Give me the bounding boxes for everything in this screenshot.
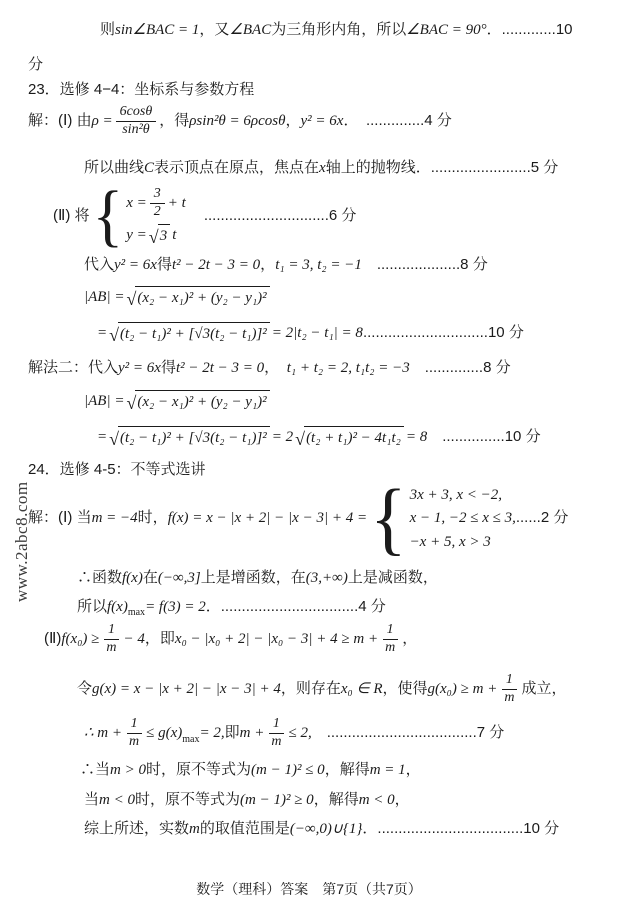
content-line [28, 80, 254, 100]
math-run: t [172, 226, 177, 243]
fraction-denominator: m [106, 639, 117, 655]
text-run: 时，原不等式为 [134, 791, 240, 808]
math-run: = 2 [271, 429, 294, 445]
text-run: (Ⅱ) [44, 630, 62, 648]
fraction-numerator: 1 [269, 716, 284, 734]
text-run: 表示顶点在原点，焦点在 [154, 159, 320, 176]
math-run: (m − 1)² ≥ 0 [240, 792, 314, 808]
content-line [53, 176, 357, 254]
math-run: x − 1, −2 ≤ x ≤ 3, [409, 510, 516, 527]
math-run: y² = 6x [114, 257, 157, 273]
math-run: f(x) = x − |x + 2| − |x − 3| + 4 = [167, 510, 368, 527]
content-line [84, 255, 488, 275]
text-run: ． ..............4 分 [343, 112, 452, 130]
piecewise-row [410, 485, 569, 505]
math-run: ∠BAC [229, 22, 272, 38]
fraction-denominator: 2 [153, 203, 161, 219]
text-run: 在 [142, 569, 158, 586]
content-line [77, 672, 566, 707]
text-run: 上是减函数， [347, 569, 438, 586]
fraction-denominator: m [271, 733, 282, 749]
content-line [28, 472, 571, 564]
text-run: 得 [160, 359, 176, 376]
page-footer: 数学（理科）答案 第7页（共7页） [196, 881, 422, 897]
text-run: 24．选修 4-5：不等式选讲 [28, 461, 206, 478]
sqrt-expression [126, 286, 269, 308]
math-run: |AB| = [84, 289, 125, 305]
text-run: ， [394, 791, 410, 808]
radicand: 3 [158, 224, 171, 246]
text-run: ，使得 [382, 680, 428, 698]
text-run: ，解得 [313, 791, 359, 808]
math-run: ρ = [91, 113, 113, 130]
sqrt-expression [109, 322, 270, 344]
content-line [77, 568, 438, 588]
text-run: ．.............10 [486, 21, 573, 38]
piecewise-group [370, 472, 569, 564]
content-line [28, 55, 43, 75]
content-line [84, 390, 272, 412]
text-run: ，得 [159, 112, 190, 130]
math-run: ∴ m + [84, 725, 122, 742]
formula-fraction [150, 186, 165, 221]
math-run: −x + 5, x > 3 [409, 533, 491, 550]
math-run: C [144, 160, 155, 176]
math-run: m = −4 [91, 510, 138, 527]
math-run: = 8 [405, 429, 428, 445]
fraction-denominator: sin²θ [122, 121, 150, 137]
math-run: f(x₀) ≥ [61, 631, 100, 648]
text-run: ....................................7 分 [311, 724, 505, 742]
math-run: f(x) [107, 599, 128, 615]
sqrt-expression [126, 390, 269, 412]
radical-sign: √ [295, 429, 306, 450]
math-run: x = [126, 195, 147, 212]
content-line [77, 597, 386, 617]
text-run: ．.................................4 分 [205, 598, 386, 615]
math-run: m [189, 821, 200, 837]
text-run: ..............8 分 [409, 359, 511, 376]
math-run: sin∠BAC = 1 [115, 22, 200, 38]
text-run: 23．选修 4−4：坐标系与参数方程 [28, 81, 255, 98]
text-run: ， [264, 359, 287, 376]
math-run: t² − 2t − 3 = 0 [171, 257, 261, 273]
text-run: 解：(Ⅰ) 当 [28, 509, 92, 527]
math-run: x [319, 160, 326, 176]
text-run: ，则存在 [280, 680, 341, 698]
math-run: m = 1 [369, 762, 406, 778]
text-run: 综上所述，实数 [84, 820, 190, 837]
text-run: ∴函数 [77, 569, 123, 586]
math-run: (−∞,0)∪{1} [289, 821, 363, 837]
math-run: ≤ g(x) [146, 725, 183, 742]
formula-fraction [116, 104, 157, 139]
text-run: ．...................................10 分 [362, 820, 560, 837]
text-run: ..............................10 分 [362, 324, 524, 341]
math-run: m + [239, 725, 265, 742]
radicand: (x₂ − x₁)² + (y₂ − y₁)² [135, 286, 269, 308]
math-run: (3,+∞) [305, 570, 348, 586]
content-line [84, 790, 410, 810]
text-run: ∴当 [80, 761, 111, 778]
piecewise-rows [410, 485, 569, 552]
fraction-numerator: 1 [104, 622, 119, 640]
text-run: ， [260, 256, 276, 273]
math-run: |AB| = [84, 393, 125, 409]
math-run: m < 0 [358, 792, 395, 808]
text-run: 上是增函数，在 [200, 569, 306, 586]
fraction-numerator: 1 [127, 716, 142, 734]
piecewise-row [126, 186, 186, 221]
text-run: 分 [28, 56, 44, 73]
content-line [28, 358, 511, 378]
math-run: f(x) [122, 570, 143, 586]
math-run: = [97, 429, 108, 445]
math-run: = 2|t₂ − t₁| = 8 [271, 325, 363, 341]
math-run: + t [167, 195, 186, 212]
content-line [84, 819, 559, 839]
math-run: y² = 6x [300, 113, 344, 130]
text-run: 代入 [84, 256, 115, 273]
text-run: 所以曲线 [84, 159, 145, 176]
radicand: (t₂ − t₁)² + [√3(t₂ − t₁)]² [118, 426, 270, 448]
math-run: g(x₀) ≥ m + [427, 681, 498, 698]
text-run: 时， [137, 509, 168, 527]
radical-sign: √ [126, 393, 137, 414]
brace-symbol: { [92, 176, 124, 254]
text-run: 当 [84, 791, 100, 808]
text-run: 所以 [77, 598, 108, 615]
text-run: 解法二：代入 [28, 359, 119, 376]
piecewise-row [410, 532, 569, 552]
math-run: ∠BAC = 90° [406, 22, 487, 38]
fraction-denominator: m [385, 639, 396, 655]
brace-symbol: { [370, 472, 407, 564]
text-run: 即 [224, 724, 240, 742]
math-run: y² = 6x [118, 360, 161, 376]
math-run: x₀ ∈ R [340, 681, 383, 698]
math-run: t² − 2t − 3 = 0 [175, 360, 265, 376]
subscript-label: max [182, 733, 200, 745]
content-line [44, 622, 417, 657]
text-run: 轴上的抛物线．........................5 分 [325, 159, 559, 176]
piecewise-row [410, 508, 569, 528]
text-run: 时，原不等式为 [145, 761, 251, 778]
subscript-label: max [127, 607, 146, 619]
text-run: ，即 [144, 630, 175, 648]
content-line [28, 104, 452, 139]
fraction-numerator: 6cosθ [116, 104, 157, 122]
math-run: t₁ + t₂ = 2, t₁t₂ = −3 [286, 360, 410, 376]
formula-fraction [125, 716, 143, 751]
math-run: = f(3) = 2 [145, 599, 206, 615]
text-run: ， [402, 630, 418, 648]
content-line [100, 20, 573, 40]
content-line [28, 460, 206, 480]
content-line [97, 426, 541, 448]
sqrt-expression [295, 426, 404, 448]
fraction-denominator: m [504, 689, 515, 705]
formula-fraction [500, 672, 518, 707]
text-run: ......2 分 [515, 509, 569, 527]
math-run: x₀ − |x₀ + 2| − |x₀ − 3| + 4 ≥ m + [174, 631, 379, 648]
radical-sign: √ [109, 429, 120, 450]
math-run: 3x + 3, x < −2, [409, 487, 502, 503]
math-run: g(x) = x − |x + 2| − |x − 3| + 4 [92, 681, 281, 698]
math-run: m < 0 [99, 792, 135, 808]
text-run: ， [405, 761, 421, 778]
radical-sign: √ [148, 226, 159, 247]
formula-fraction [381, 622, 399, 657]
text-run: ，又 [199, 21, 230, 38]
formula-fraction [267, 716, 285, 751]
text-run: 的取值范围是 [199, 820, 290, 837]
text-run: ....................8 分 [361, 256, 488, 273]
content-line [84, 158, 558, 178]
fraction-numerator: 1 [383, 622, 398, 640]
math-run: ρsin²θ = 6ρcosθ [189, 113, 286, 130]
radicand: (t₂ − t₁)² + [√3(t₂ − t₁)]² [118, 322, 270, 344]
sqrt-expression [149, 224, 170, 246]
math-run: = [97, 325, 108, 341]
content-line [97, 322, 524, 344]
text-run: 得 [156, 256, 172, 273]
radical-sign: √ [109, 325, 120, 346]
math-run: y = [126, 226, 147, 243]
math-run: (m − 1)² ≤ 0 [251, 762, 325, 778]
text-run: ，解得 [324, 761, 370, 778]
watermark: www.2abc8.com [12, 481, 31, 602]
fraction-numerator: 1 [502, 672, 517, 690]
math-run: m > 0 [110, 762, 146, 778]
piecewise-group [92, 176, 186, 254]
radical-sign: √ [126, 289, 137, 310]
text-run: 令 [77, 680, 93, 698]
text-run: 成立， [521, 680, 567, 698]
content-line [84, 286, 272, 308]
text-run: ...............10 分 [427, 428, 541, 445]
radicand: (x₂ − x₁)² + (y₂ − y₁)² [135, 390, 269, 412]
formula-fraction [102, 622, 120, 657]
text-run: ..............................6 分 [188, 206, 357, 224]
content-line [80, 760, 421, 780]
math-run: (−∞,3] [157, 570, 201, 586]
sqrt-expression [109, 426, 270, 448]
text-run: (Ⅱ) 将 [53, 206, 90, 224]
text-run: ， [285, 112, 301, 130]
math-run: ≤ 2, [288, 725, 312, 742]
text-run: 为三角形内角，所以 [271, 21, 407, 38]
math-run: = 2, [199, 725, 225, 742]
text-run: 则 [100, 21, 116, 38]
math-run: t₁ = 3, t₂ = −1 [275, 257, 362, 273]
radicand: (t₂ + t₁)² − 4t₁t₂ [304, 426, 404, 448]
math-run: − 4 [123, 631, 145, 648]
content-line [84, 716, 504, 751]
piecewise-rows [126, 186, 186, 246]
text-run: 解：(Ⅰ) 由 [28, 112, 92, 130]
fraction-numerator: 3 [150, 186, 165, 204]
piecewise-row [126, 224, 186, 246]
fraction-denominator: m [129, 733, 140, 749]
